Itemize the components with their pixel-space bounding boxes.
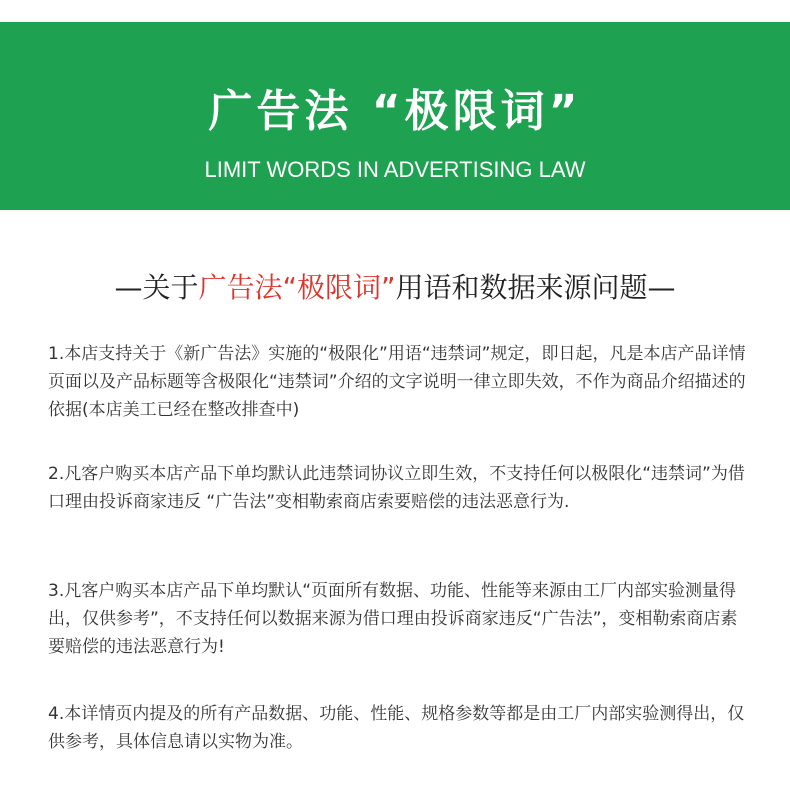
section-heading	[0, 268, 790, 308]
heading-suffix: 用语和数据来源问题—	[395, 271, 676, 304]
paragraph-3: 3.凡客户购买本店产品下单均默认“页面所有数据、功能、性能等来源由工厂内部实验测量得出，仅供参考”，不支持任何以数据来源为借口理由投诉商家违反“广告法”，变相勒索商店素要赔偿的违法恶意行为!	[48, 581, 738, 657]
heading-prefix: —关于	[114, 271, 199, 304]
paragraph-1: 1.本店支持关于《新广告法》实施的“极限化”用语“违禁词”规定，即日起，凡是本店产品详情页面以及产品标题等含极限化“违禁词”介绍的文字说明一律立即失效，不作为商品介绍描述的依据(本店美工已经在整改排查中)	[48, 344, 746, 420]
heading-highlight: 广告法“极限词”	[198, 271, 396, 304]
banner-subtitle: LIMIT WORDS IN ADVERTISING LAW	[204, 157, 586, 182]
banner-title: 广告法 “极限词”	[208, 86, 582, 137]
paragraph-4: 4.本详情页内提及的所有产品数据、功能、性能、规格参数等都是由工厂内部实验测得出，仅供参考，具体信息请以实物为准。	[48, 704, 745, 752]
paragraph-2: 2.凡客户购买本店产品下单均默认此违禁词协议立即生效，不支持任何以极限化“违禁词”为借口理由投诉商家违反 “广告法”变相勒索商店索要赔偿的违法恶意行为.	[48, 464, 745, 512]
header-banner	[0, 22, 790, 210]
